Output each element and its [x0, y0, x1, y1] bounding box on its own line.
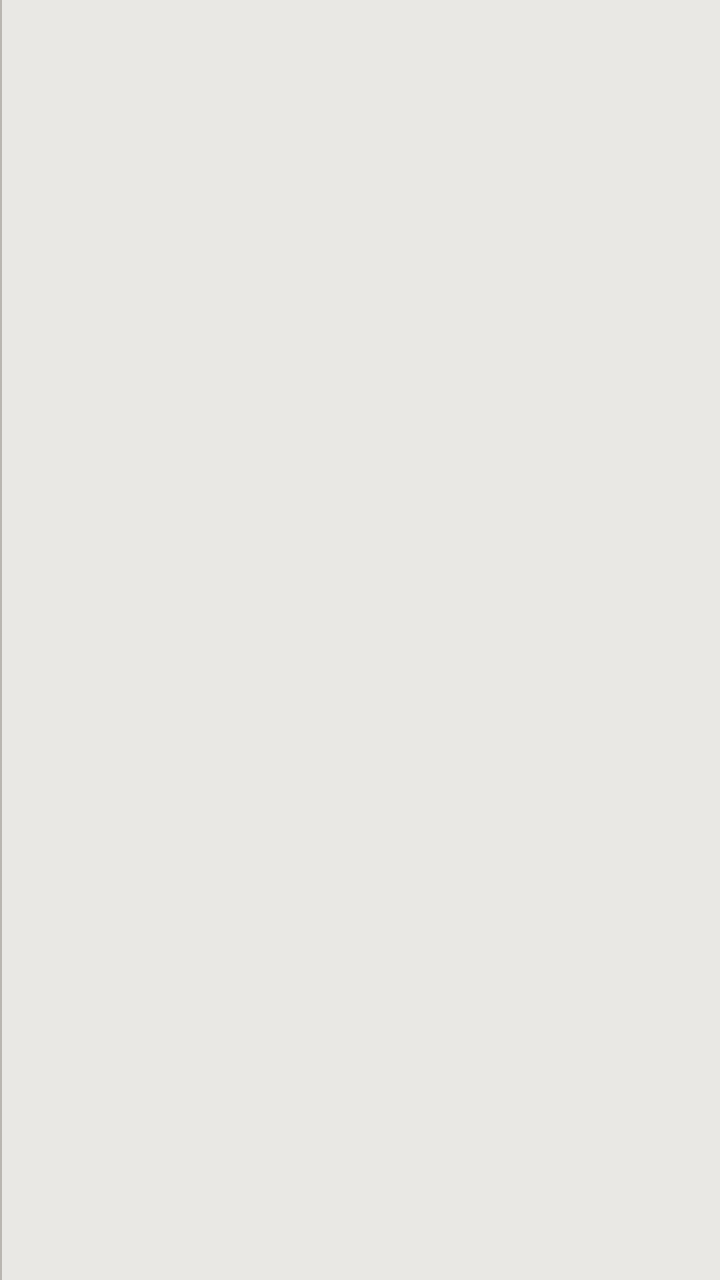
rotated-document: [0, 17, 15, 1267]
paper-sheet: [2, 0, 720, 1280]
